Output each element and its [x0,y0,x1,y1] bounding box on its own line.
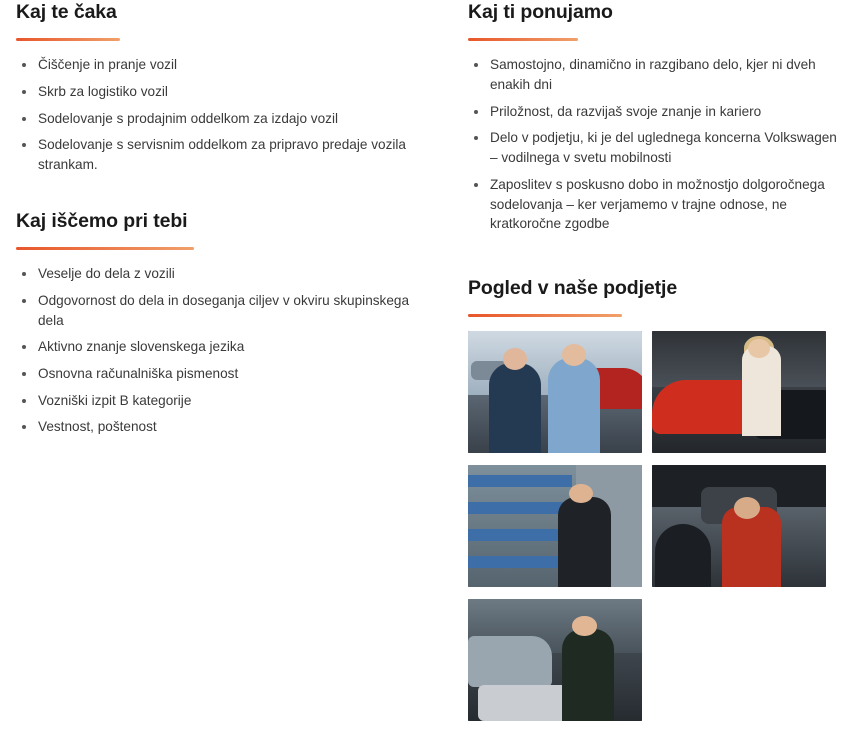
list-item: Sodelovanje s servisnim oddelkom za pripravo predaje vozila strankam. [16,135,416,174]
list-item: Čiščenje in pranje vozil [16,55,416,75]
list-item: Skrb za logistiko vozil [16,82,416,102]
left-column [16,0,416,463]
list-item: Osnovna računalniška pismenost [16,364,416,384]
title-underline [468,38,578,41]
section-heading: Kaj iščemo pri tebi [16,209,188,232]
list-item: Zaposlitev s poskusno dobo in možnostjo dolgoročnega sodelovanja – ker verjamemo v trajne odnose, ne kratkoročne zgodbe [468,175,842,234]
photo-woman-red-sports-car[interactable] [652,331,826,453]
photo-gallery [468,331,842,721]
list-kaj-te-caka [16,55,416,175]
title-underline [468,314,622,317]
section-kaj-ti-ponujamo [468,0,842,234]
list-item: Priložnost, da razvijaš svoje znanje in kariero [468,102,842,122]
list-item: Samostojno, dinamično in razgibano delo, kjer ni dveh enakih dni [468,55,842,94]
title-underline [16,38,120,41]
page-title: Kaj te čaka [16,1,117,23]
photo-warehouse-parts-shelves[interactable] [468,465,642,587]
title-underline [16,247,194,250]
list-item: Odgovornost do dela in doseganja ciljev v okviru skupinskega dela [16,291,416,330]
list-item: Vozniški izpit B kategorije [16,391,416,411]
list-item: Vestnost, poštenost [16,417,416,437]
photo-technician-with-parts[interactable] [468,599,642,721]
list-kaj-ti-ponujamo [468,55,842,234]
list-item: Delo v podjetju, ki je del uglednega koncerna Volkswagen – vodilnega v svetu mobilnosti [468,128,842,167]
section-heading: Kaj ti ponujamo [468,1,613,23]
section-gallery [468,276,842,721]
photo-mechanic-under-vehicle[interactable] [652,465,826,587]
section-kaj-iscemo-pri-tebi [16,209,416,437]
section-kaj-te-caka [16,0,416,175]
right-column [468,0,842,747]
gallery-heading: Pogled v naše podjetje [468,277,678,299]
photo-showroom-two-men[interactable] [468,331,642,453]
list-item: Sodelovanje s prodajnim oddelkom za izdajo vozil [16,109,416,129]
list-kaj-iscemo-pri-tebi [16,264,416,437]
list-item: Aktivno znanje slovenskega jezika [16,337,416,357]
list-item: Veselje do dela z vozili [16,264,416,284]
